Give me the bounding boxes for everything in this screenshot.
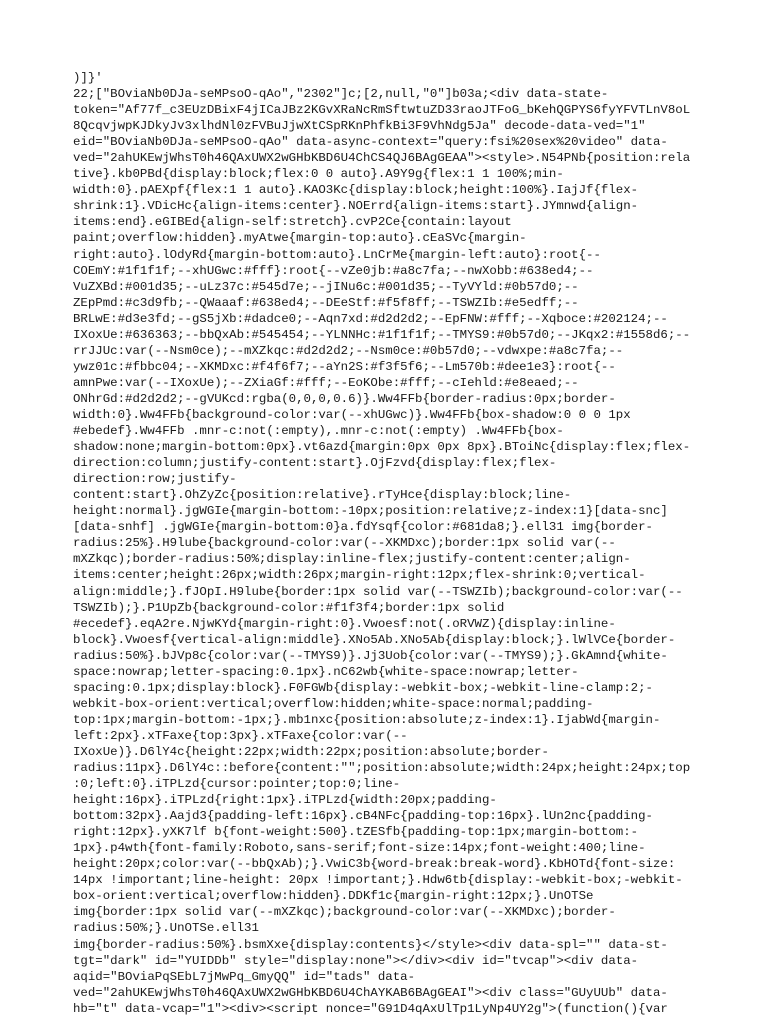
code-line: radius:11px}.D6lY4c::before{content:"";position:absolute;width:24px;height:24px;top [73, 761, 691, 776]
code-line: mXZkqc);border-radius:50%;display:inline-flex;justify-content:center;align- [73, 552, 631, 567]
code-line: COEmY:#1f1f1f;--xhUGwc:#fff}:root{--vZe0jb:#a8c7fa;--nwXobb:#638ed4;-- [73, 263, 594, 278]
code-line: img{border-radius:50%}.bsmXxe{display:contents}</style><div data-spl="" data-st- [73, 937, 668, 952]
code-line: token="Af77f_c3EUzDBixF4jICaJBz2KGvXRaNcRmSftwtuZD33raoJTFoG_bKehQGPYS6fyYFVTLnV8oL [73, 103, 691, 118]
code-line: IXoxUe:#636363;--bbQxAb:#545454;--YLNNHc:#1f1f1f;--TMYS9:#0b57d0;--JKqx2:#1558d6;-- [73, 327, 691, 342]
code-line: height:16px}.iTPLzd{right:1px}.iTPLzd{width:20px;padding- [73, 793, 497, 808]
code-line: top:1px;margin-bottom:-1px;}.mb1nxc{position:absolute;z-index:1}.IjabWd{margin- [73, 712, 661, 727]
code-line: width:0}.pAEXpf{flex:1 1 auto}.KAO3Kc{display:block;height:100%}.IajJf{flex- [73, 183, 639, 198]
code-line: #ebedef}.Ww4FFb .mnr-c:not(:empty),.mnr-c:not(:empty) .Ww4FFb{box- [73, 424, 564, 439]
code-line: height:20px;color:var(--bbQxAb);}.VwiC3b{word-break:break-word}.KbHOTd{font-size: [73, 857, 676, 872]
code-line: radius:50%}.bJVp8c{color:var(--TMYS9)}.Jj3Uob{color:var(--TMYS9);}.GkAmnd{white- [73, 648, 668, 663]
code-line: 22;["BOviaNb0DJa-seMPsoO-qAo","2302"]c;[2,null,"0"]b03a;<div data-state- [73, 87, 609, 102]
code-line: box-orient:vertical;overflow:hidden}.DDKf1c{margin-right:12px;}.UnOTSe [73, 889, 594, 904]
code-line: items:end}.eGIBEd{align-self:stretch}.cvP2Ce{contain:layout [73, 215, 512, 230]
code-line: webkit-box-orient:vertical;overflow:hidden;white-space:normal;padding- [73, 696, 594, 711]
code-document [73, 70, 703, 1017]
code-line: ONhrGd:#d2d2d2;--gVUKcd:rgba(0,0,0,0.6)}.Ww4FFb{border-radius:0px;border- [73, 391, 616, 406]
code-line: tgt="dark" id="YUIDDb" style="display:none"></div><div id="tvcap"><div data- [73, 953, 639, 968]
code-line: 14px !important;line-height: 20px !important;}.Hdw6tb{display:-webkit-box;-webkit- [73, 873, 683, 888]
code-line: radius:50%;}.UnOTSe.ell31 [73, 921, 259, 936]
code-line: #ecedef}.eqA2re.NjwKYd{margin-right:0}.Vwoesf:not(.oRVWZ){display:inline- [73, 616, 616, 631]
code-line: ved="2ahUKEwjWhsT0h46QAxUWX2wGHbKBD6U4ChCS4QJ6BAgGEAA"><style>.N54PNb{position:rela [73, 151, 691, 166]
code-line: content:start}.OhZyZc{position:relative}.rTyHce{display:block;line- [73, 488, 572, 503]
code-line: ved="2ahUKEwjWhsT0h46QAxUWX2wGHbKBD6U4ChAYKAB6BAgGEAI"><div class="GUyUUb" data- [73, 985, 668, 1000]
code-line: 1px}.p4wth{font-family:Roboto,sans-serif;font-size:14px;font-weight:400;line- [73, 841, 646, 856]
code-line: direction:row;justify- [73, 472, 237, 487]
code-line: rrJJUc:var(--Nsm0ce);--mXZkqc:#d2d2d2;--Nsm0ce:#0b57d0;--vdwxpe:#a8c7fa;-- [73, 343, 624, 358]
code-line: block}.Vwoesf{vertical-align:middle}.XNo5Ab.XNo5Ab{display:block;}.lWlVCe{border- [73, 632, 676, 647]
code-line: amnPwe:var(--IXoxUe);--ZXiaGf:#fff;--EoKObe:#fff;--cIehld:#e8eaed;-- [73, 375, 579, 390]
code-line: right:12px}.yXK7lf b{font-weight:500}.tZESfb{padding-top:1px;margin-bottom:- [73, 825, 639, 840]
code-line: ZEpPmd:#c3d9fb;--QWaaaf:#638ed4;--DEeStf:#f5f8ff;--TSWZIb:#e5edff;-- [73, 295, 579, 310]
code-line: direction:column;justify-content:start}.OjFzvd{display:flex;flex- [73, 456, 557, 471]
code-line: hb="t" data-vcap="1"><div><script nonce="G91D4qAxUlTp1LyNp4UY2g">(function(){var [73, 1001, 668, 1016]
code-line: right:auto}.lOdyRd{margin-bottom:auto}.LnCrMe{margin-left:auto}:root{-- [73, 247, 601, 262]
code-line: :0;left:0}.iTPLzd{cursor:pointer;top:0;line- [73, 777, 401, 792]
code-line: BRLwE:#d3e3fd;--gS5jXb:#dadce0;--Aqn7xd:#d2d2d2;--EpFNW:#fff;--Xqboce:#202124;-- [73, 311, 668, 326]
code-line: left:2px}.xTFaxe{top:3px}.xTFaxe{color:var(-- [73, 728, 408, 743]
code-line: spacing:0.1px;display:block}.F0FGWb{display:-webkit-box;-webkit-line-clamp:2;- [73, 680, 653, 695]
code-line: space:nowrap;letter-spacing:0.1px}.nC62wb{white-space:nowrap;letter- [73, 664, 579, 679]
code-line: VuZXBd:#001d35;--uLz37c:#545d7e;--jINu6c:#001d35;--TyVYld:#0b57d0;-- [73, 279, 579, 294]
code-line: [data-snhf] .jgWGIe{margin-bottom:0}a.fdYsqf{color:#681da8;}.ell31 img{border- [73, 520, 653, 535]
code-line: bottom:32px}.Aajd3{padding-left:16px}.cB4NFc{padding-top:16px}.lUn2nc{padding- [73, 809, 653, 824]
code-line: items:center;height:26px;width:26px;margin-right:12px;flex-shrink:0;vertical- [73, 568, 646, 583]
code-line: 8QcqvjwpKJDkyJv3xlhdNl0zFVBuJjwXtCSpRKnPhfkBi3F9VhNdg5Ja" decode-data-ved="1" [73, 119, 646, 134]
code-line: tive}.kb0PBd{display:block;flex:0 0 auto}.A9Y9g{flex:1 1 100%;min- [73, 167, 564, 182]
code-line: shadow:none;margin-bottom:0px}.vt6azd{margin:0px 0px 8px}.BToiNc{display:flex;flex- [73, 440, 691, 455]
code-line: height:normal}.jgWGIe{margin-bottom:-10px;position:relative;z-index:1}[data-snc] [73, 504, 668, 519]
code-line: )]}' [73, 71, 103, 85]
code-line: width:0}.Ww4FFb{background-color:var(--xhUGwc)}.Ww4FFb{box-shadow:0 0 0 1px [73, 407, 631, 422]
code-line: shrink:1}.VDicHc{align-items:center}.NOErrd{align-items:start}.JYmnwd{align- [73, 199, 639, 214]
code-line: ywz01c:#fbbc04;--XKMDxc:#f4f6f7;--aYn2S:#f3f5f6;--Lm570b:#dee1e3}:root{-- [73, 359, 616, 374]
code-line: eid="BOviaNb0DJa-seMPsoO-qAo" data-async-context="query:fsi%20sex%20video" data- [73, 135, 668, 150]
code-line: TSWZIb);}.P1UpZb{background-color:#f1f3f4;border:1px solid [73, 600, 505, 615]
code-line: align:middle;}.fJOpI.H9lube{border:1px solid var(--TSWZIb);background-color:var(-- [73, 584, 683, 599]
code-line: paint;overflow:hidden}.myAtwe{margin-top:auto}.cEaSVc{margin- [73, 231, 527, 246]
code-line: IXoxUe)}.D6lY4c{height:22px;width:22px;position:absolute;border- [73, 744, 549, 759]
code-line: aqid="BOviaPqSEbL7jMwPq_GmyQQ" id="tads" data- [73, 969, 416, 984]
code-line: radius:25%}.H9lube{background-color:var(--XKMDxc);border:1px solid var(-- [73, 536, 616, 551]
code-line: img{border:1px solid var(--mXZkqc);background-color:var(--XKMDxc);border- [73, 905, 616, 920]
